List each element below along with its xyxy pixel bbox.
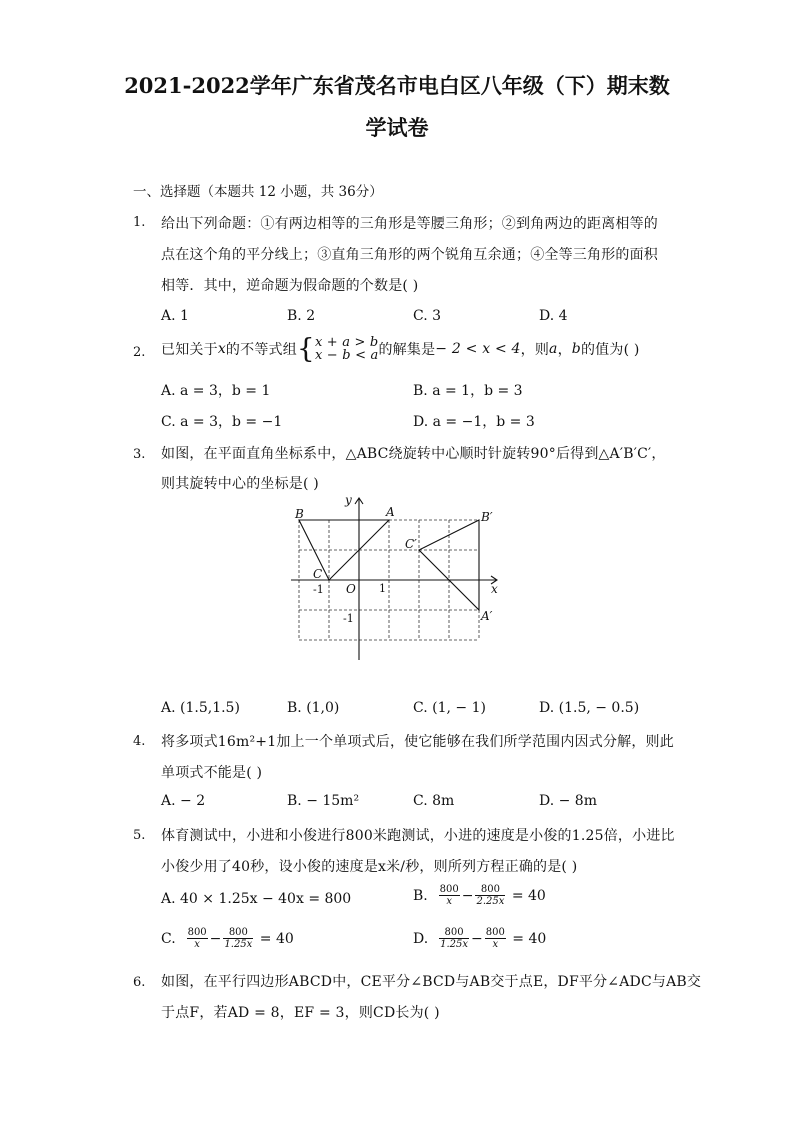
q2-var-x: x bbox=[217, 341, 226, 357]
equals-value: = 40 bbox=[511, 887, 546, 904]
question-5-option-c bbox=[161, 927, 294, 950]
question-2-option-a: A. a = 3，b = 1 bbox=[161, 383, 271, 399]
question-6-text-line1: 如图，在平行四边形ABCD中，CE平分∠BCD与AB交于点E，DF平分∠ADC与AB交 bbox=[161, 974, 702, 990]
question-1-text-line3: 相等．其中，逆命题为假命题的个数是( ) bbox=[161, 278, 419, 294]
fraction-2 bbox=[485, 927, 506, 950]
option-b-label: B. bbox=[413, 887, 428, 904]
question-4-option-b: B. − 15m² bbox=[287, 793, 360, 809]
question-3-text-line1: 如图，在平面直角坐标系中，△ABC绕旋转中心顺时针旋转90°后得到△A′B′C′， bbox=[161, 446, 666, 462]
tick-label-1: 1 bbox=[379, 582, 386, 595]
inequality-2: x − b < a bbox=[314, 348, 379, 363]
question-1-option-c: C. 3 bbox=[413, 308, 442, 324]
fraction-2 bbox=[223, 927, 253, 950]
section-heading: 一、选择题（本题共 12 小题，共 36分） bbox=[133, 184, 383, 200]
question-1-option-a: A. 1 bbox=[161, 308, 189, 324]
question-4-number: 4. bbox=[133, 734, 146, 749]
question-2-option-d: D. a = −1，b = 3 bbox=[413, 414, 535, 430]
question-5-text-line1: 体育测试中，小进和小俊进行800米跑测试，小进的速度是小俊的1.25倍，小进比 bbox=[161, 828, 675, 844]
denominator: x bbox=[492, 939, 499, 950]
denominator: x bbox=[446, 896, 453, 907]
numerator: 800 bbox=[439, 884, 459, 895]
label-b: B bbox=[295, 507, 304, 521]
question-6-text-line2: 于点F，若AD = 8，EF = 3，则CD长为( ) bbox=[161, 1005, 440, 1021]
question-3-option-d: D. (1.5, − 0.5) bbox=[539, 700, 640, 716]
question-2-number: 2. bbox=[133, 345, 146, 360]
fraction-1 bbox=[187, 927, 208, 950]
option-c-label: C. bbox=[161, 930, 176, 947]
label-b-prime: B′ bbox=[481, 510, 493, 524]
left-brace-icon: { bbox=[296, 332, 315, 365]
question-5-text-line2: 小俊少用了40秒，设小俊的速度是x米/秒，则所列方程正确的是( ) bbox=[161, 859, 578, 875]
label-c: C bbox=[313, 567, 323, 581]
q2-text-mid: 的不等式组 bbox=[225, 342, 297, 358]
q2-text-pre: 已知关于 bbox=[161, 342, 218, 358]
question-5-number: 5. bbox=[133, 828, 146, 843]
inequality-1: x + a > b bbox=[314, 335, 379, 350]
label-origin: O bbox=[346, 582, 356, 596]
equals-value: = 40 bbox=[259, 930, 294, 947]
exam-title-line2: 学试卷 bbox=[365, 115, 429, 140]
question-6-number: 6. bbox=[133, 975, 146, 990]
option-d-label: D. bbox=[413, 930, 429, 947]
rotation-figure bbox=[285, 490, 510, 665]
question-2-option-b: B. a = 1，b = 3 bbox=[413, 383, 523, 399]
numerator: 800 bbox=[439, 927, 469, 939]
question-2-option-c: C. a = 3，b = −1 bbox=[161, 414, 283, 430]
fraction-2 bbox=[475, 884, 505, 907]
q2-var-b: b bbox=[571, 341, 581, 357]
question-1-option-b: B. 2 bbox=[287, 308, 316, 324]
question-3-number: 3. bbox=[133, 447, 146, 462]
question-3-option-a: A. (1.5,1.5) bbox=[161, 700, 240, 716]
q2-text-post2: ，则 bbox=[520, 342, 550, 358]
label-x-axis: x bbox=[491, 582, 498, 596]
question-3-text-line2: 则其旋转中心的坐标是( ) bbox=[161, 476, 319, 492]
denominator: 1.25x bbox=[224, 939, 253, 950]
fraction-1 bbox=[439, 927, 469, 950]
q2-comma: ， bbox=[557, 342, 572, 358]
fraction-1 bbox=[439, 884, 460, 907]
inequality-system bbox=[315, 336, 379, 362]
numerator: 800 bbox=[187, 927, 207, 938]
exam-title-line1: 2021-2022学年广东省茂名市电白区八年级（下）期末数 bbox=[124, 73, 670, 98]
equals-value: = 40 bbox=[512, 930, 547, 947]
q2-text-post1: 的解集是 bbox=[378, 342, 436, 358]
question-3-option-c: C. (1, − 1) bbox=[413, 700, 486, 716]
question-4-option-c: C. 8m bbox=[413, 793, 455, 809]
minus-sign: − bbox=[471, 930, 483, 947]
question-5-option-a: A. 40 × 1.25x − 40x = 800 bbox=[161, 891, 352, 907]
denominator: 1.25x bbox=[440, 939, 468, 950]
question-4-text-line1: 将多项式16m²+1加上一个单项式后，使它能够在我们所学范围内因式分解，则此 bbox=[161, 734, 674, 750]
question-5-option-d bbox=[413, 927, 546, 950]
question-4-option-a: A. − 2 bbox=[161, 793, 206, 809]
numerator: 800 bbox=[223, 927, 253, 939]
q2-text-post3: 的值为( ) bbox=[580, 342, 640, 358]
question-1-number: 1. bbox=[133, 215, 146, 230]
label-a: A bbox=[386, 505, 395, 519]
denominator: 2.25x bbox=[476, 896, 505, 907]
minus-sign: − bbox=[461, 887, 474, 904]
question-1-option-d: D. 4 bbox=[539, 308, 568, 324]
q2-solution-range: − 2 < x < 4 bbox=[435, 341, 521, 357]
question-2-text bbox=[161, 333, 640, 365]
question-3-option-b: B. (1,0) bbox=[287, 700, 340, 716]
denominator: x bbox=[194, 939, 200, 950]
q2-var-a: a bbox=[549, 341, 558, 357]
numerator: 800 bbox=[485, 927, 505, 938]
label-y-axis: y bbox=[345, 493, 352, 507]
question-5-option-b bbox=[413, 884, 546, 907]
question-1-text-line1: 给出下列命题：①有两边相等的三角形是等腰三角形；②到角两边的距离相等的 bbox=[161, 216, 658, 232]
label-a-prime: A′ bbox=[481, 609, 493, 623]
question-4-text-line2: 单项式不能是( ) bbox=[161, 765, 263, 781]
label-c-prime: C′ bbox=[405, 537, 417, 551]
question-1-text-line2: 点在这个角的平分线上；③直角三角形的两个锐角互余通；④全等三角形的面积 bbox=[161, 247, 658, 263]
numerator: 800 bbox=[475, 884, 505, 896]
tick-label-neg1-y: -1 bbox=[343, 612, 354, 625]
tick-label-neg1-x: -1 bbox=[313, 583, 324, 596]
question-4-option-d: D. − 8m bbox=[539, 793, 597, 809]
minus-sign: − bbox=[209, 930, 222, 947]
